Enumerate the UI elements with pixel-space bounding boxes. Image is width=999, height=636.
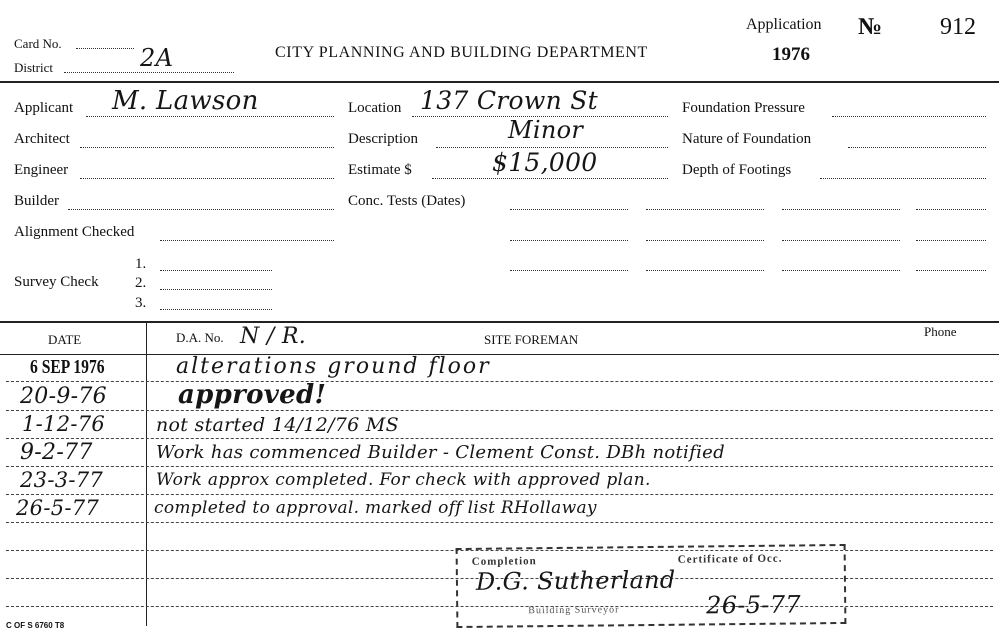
application-year: 1976 bbox=[772, 44, 810, 65]
row-line bbox=[6, 522, 993, 523]
applicant-value: M. Lawson bbox=[112, 86, 259, 116]
conc-line-3c bbox=[782, 270, 900, 271]
phone-label: Phone bbox=[924, 324, 957, 339]
foundation-pressure-label: Foundation Pressure bbox=[682, 100, 805, 116]
conc-line-2a bbox=[510, 240, 628, 241]
estimate-line bbox=[432, 178, 668, 179]
conc-line-1b bbox=[646, 209, 764, 210]
header-rule bbox=[0, 81, 999, 83]
row-line bbox=[6, 438, 993, 439]
description-label: Description bbox=[348, 131, 418, 147]
da-no-label: D.A. No. bbox=[176, 330, 224, 345]
log-header-rule bbox=[0, 354, 999, 355]
estimate-value: $15,000 bbox=[492, 148, 598, 177]
nature-foundation-line bbox=[848, 147, 986, 148]
department-title: CITY PLANNING AND BUILDING DEPARTMENT bbox=[275, 44, 648, 61]
location-value: 137 Crown St bbox=[420, 86, 599, 115]
builder-line bbox=[68, 209, 334, 210]
engineer-label: Engineer bbox=[14, 162, 69, 178]
alignment-label: Alignment Checked bbox=[14, 224, 135, 240]
row-date: 26-5-77 bbox=[16, 496, 100, 520]
conc-line-2b bbox=[646, 240, 764, 241]
row-entry: Work approx completed. For check with approved plan. bbox=[156, 470, 651, 490]
estimate-label: Estimate $ bbox=[348, 162, 412, 178]
survey-item-3: 3. bbox=[135, 295, 147, 311]
alignment-line bbox=[160, 240, 334, 241]
conc-line-3b bbox=[646, 270, 764, 271]
location-label: Location bbox=[348, 100, 402, 116]
application-label: Application bbox=[746, 16, 822, 33]
date-column-divider bbox=[146, 321, 147, 626]
row-entry: not started 14/12/76 MS bbox=[156, 414, 399, 436]
date-header: DATE bbox=[48, 332, 82, 347]
survey-line-2 bbox=[160, 289, 272, 290]
nature-foundation-label: Nature of Foundation bbox=[682, 131, 812, 147]
conc-line-2c bbox=[782, 240, 900, 241]
application-number: 912 bbox=[940, 14, 976, 40]
conc-line-1a bbox=[510, 209, 628, 210]
conc-line-3a bbox=[510, 270, 628, 271]
card-no-label: Card No. bbox=[14, 36, 62, 51]
row-date: 6 SEP 1976 bbox=[30, 356, 105, 378]
district-value: 2A bbox=[140, 44, 174, 72]
row-date: 20-9-76 bbox=[20, 384, 107, 409]
description-value: Minor bbox=[508, 116, 584, 144]
conc-line-3d bbox=[916, 270, 986, 271]
survey-item-1: 1. bbox=[135, 256, 147, 272]
stamp-completion-label: Completion bbox=[471, 555, 537, 568]
conc-tests-label: Conc. Tests (Dates) bbox=[348, 193, 466, 209]
stamp-date: 26-5-77 bbox=[706, 590, 802, 620]
row-entry: Work has commenced Builder - Clement Const. DBh notified bbox=[156, 442, 725, 463]
conc-line-1d bbox=[916, 209, 986, 210]
depth-footings-label: Depth of Footings bbox=[682, 162, 792, 178]
architect-line bbox=[80, 147, 334, 148]
form-code: C OF S 6760 T8 bbox=[6, 621, 65, 630]
conc-line-2d bbox=[916, 240, 986, 241]
builder-label: Builder bbox=[14, 193, 59, 209]
row-entry: alterations ground floor bbox=[176, 354, 491, 379]
stamp-surveyor-label: Building Surveyor bbox=[528, 604, 620, 617]
row-line bbox=[6, 381, 993, 382]
row-line bbox=[6, 466, 993, 467]
architect-label: Architect bbox=[14, 131, 70, 147]
row-line bbox=[6, 410, 993, 411]
survey-line-3 bbox=[160, 309, 272, 310]
number-symbol: № bbox=[858, 14, 883, 40]
row-date: 23-3-77 bbox=[20, 468, 104, 492]
district-line bbox=[64, 72, 234, 73]
completion-stamp bbox=[456, 544, 847, 628]
survey-line-1 bbox=[160, 270, 272, 271]
site-foreman-label: SITE FOREMAN bbox=[484, 332, 579, 347]
foundation-pressure-line bbox=[832, 116, 986, 117]
row-date: 1-12-76 bbox=[22, 412, 106, 436]
row-entry: completed to approval. marked off list RHollaway bbox=[154, 498, 597, 518]
card-no-line bbox=[76, 48, 134, 49]
row-line bbox=[6, 494, 993, 495]
engineer-line bbox=[80, 178, 334, 179]
depth-footings-line bbox=[820, 178, 986, 179]
survey-item-2: 2. bbox=[135, 275, 147, 291]
conc-line-1c bbox=[782, 209, 900, 210]
stamp-certificate-label: Certificate of Occ. bbox=[677, 552, 783, 566]
log-top-rule bbox=[0, 321, 999, 323]
row-date: 9-2-77 bbox=[20, 440, 93, 465]
applicant-label: Applicant bbox=[14, 100, 74, 116]
survey-check-label: Survey Check bbox=[14, 274, 99, 290]
row-entry: approved! bbox=[178, 380, 327, 410]
district-label: District bbox=[14, 60, 53, 75]
stamp-signature: D.G. Sutherland bbox=[475, 565, 676, 596]
da-no-value: N / R. bbox=[240, 324, 307, 349]
applicant-line bbox=[86, 116, 334, 117]
